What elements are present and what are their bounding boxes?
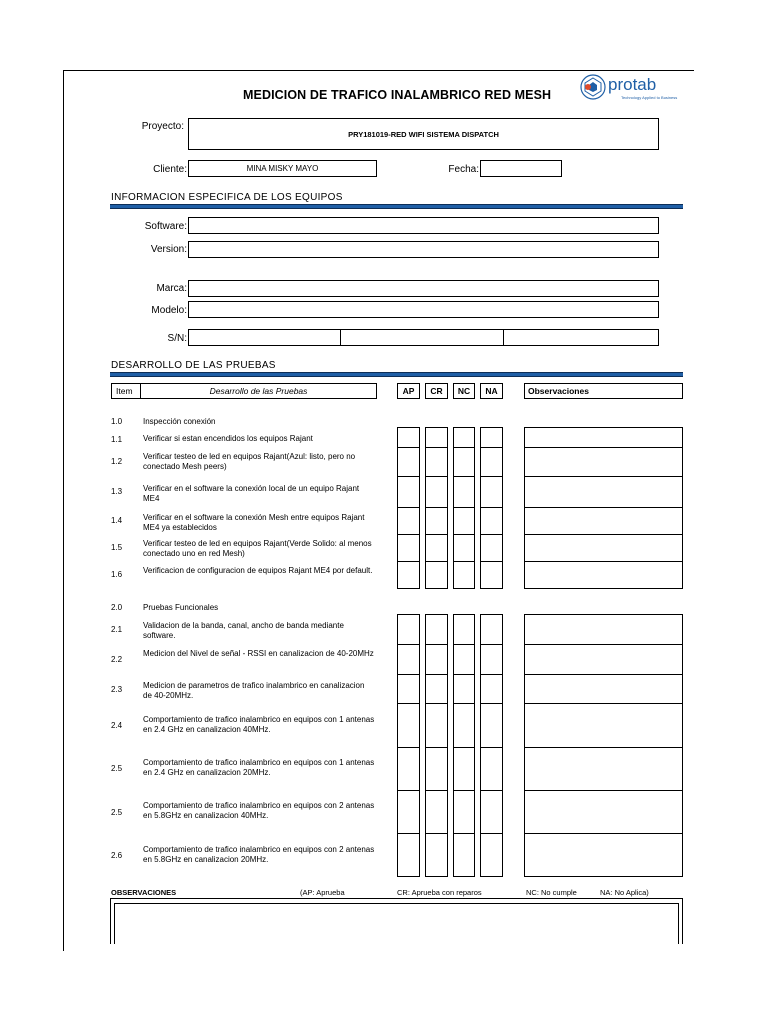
group1-row1-nc-cell[interactable] — [453, 427, 475, 448]
group2-row7-na-cell[interactable] — [480, 833, 503, 877]
group2-row1-obs-cell[interactable] — [524, 614, 683, 645]
group1-row6-ap-cell[interactable] — [397, 561, 420, 589]
row-1-3-desc: Verificar en el software la conexión local de un equipo Rajant ME4 — [143, 484, 360, 503]
group2-row3-ap-cell[interactable] — [397, 674, 420, 704]
equipment-section-bar — [110, 204, 683, 209]
group2-row1-nc-cell[interactable] — [453, 614, 475, 645]
legend-ap: (AP: Aprueba — [300, 888, 345, 897]
group2-row2-ap-cell[interactable] — [397, 644, 420, 675]
group1-row2-cr-cell[interactable] — [425, 447, 448, 477]
header-cr: CR — [425, 383, 448, 399]
group2-row1-ap-cell[interactable] — [397, 614, 420, 645]
group2-row2-nc-cell[interactable] — [453, 644, 475, 675]
group1-row4-obs-cell[interactable] — [524, 507, 683, 535]
group2-row5-na-cell[interactable] — [480, 747, 503, 791]
row-1-2-number: 1.2 — [111, 457, 123, 466]
group1-row3-ap-cell[interactable] — [397, 476, 420, 508]
group2-row2-cr-cell[interactable] — [425, 644, 448, 675]
group1-row3-na-cell[interactable] — [480, 476, 503, 508]
header-observaciones: Observaciones — [524, 383, 683, 399]
group2-row6-cr-cell[interactable] — [425, 790, 448, 834]
group1-row1-ap-cell[interactable] — [397, 427, 420, 448]
group2-row4-nc-cell[interactable] — [453, 703, 475, 748]
equipment-section-title: INFORMACION ESPECIFICA DE LOS EQUIPOS — [111, 192, 343, 203]
row-1-3-number: 1.3 — [111, 487, 123, 496]
group1-row2-na-cell[interactable] — [480, 447, 503, 477]
group2-row3-cr-cell[interactable] — [425, 674, 448, 704]
row-2-2-desc: Medicion del Nivel de señal - RSSI en canalizacion de 40-20MHz — [143, 649, 374, 658]
row-1-2-desc: Verificar testeo de led en equipos Rajant(Azul: listo, pero no conectado Mesh peers) — [143, 452, 356, 471]
group1-row4-na-cell[interactable] — [480, 507, 503, 535]
group2-row2-obs-cell[interactable] — [524, 644, 683, 675]
row-2-6-desc: Comportamiento de trafico inalambrico en equipos con 2 antenas en 5.8GHz en canalizacion 20MHz. — [143, 845, 375, 864]
group2-row5-cr-cell[interactable] — [425, 747, 448, 791]
group2-row5-ap-cell[interactable] — [397, 747, 420, 791]
group1-row3-cr-cell[interactable] — [425, 476, 448, 508]
group2-row7-cr-cell[interactable] — [425, 833, 448, 877]
group2-title: Pruebas Funcionales — [143, 603, 219, 612]
marca-label: Marca: — [156, 283, 187, 294]
group2-row6-obs-cell[interactable] — [524, 790, 683, 834]
header-nc: NC — [453, 383, 475, 399]
group2-row7-nc-cell[interactable] — [453, 833, 475, 877]
header-desarrollo: Desarrollo de las Pruebas — [140, 383, 377, 399]
group2-row2-na-cell[interactable] — [480, 644, 503, 675]
row-1-1-desc: Verificar si estan encendidos los equipos Rajant — [143, 434, 313, 443]
logo-tagline: Technology Applied to Business — [621, 95, 678, 100]
cliente-field[interactable]: MINA MISKY MAYO — [188, 160, 377, 177]
group2-row7-ap-cell[interactable] — [397, 833, 420, 877]
group2-row4-cr-cell[interactable] — [425, 703, 448, 748]
row-2-3-number: 2.3 — [111, 685, 123, 694]
group1-row6-obs-cell[interactable] — [524, 561, 683, 589]
group2-number: 2.0 — [111, 603, 123, 612]
group1-row6-nc-cell[interactable] — [453, 561, 475, 589]
header-item: Item — [111, 383, 141, 399]
row-2-1-desc: Validacion de la banda, canal, ancho de banda mediante software. — [143, 621, 344, 640]
row-1-6-desc: Verificacion de configuracion de equipos Rajant ME4 por default. — [143, 566, 373, 575]
logo-wordmark: protab — [608, 75, 657, 94]
row-2-5b-number: 2.5 — [111, 808, 123, 817]
group1-row2-ap-cell[interactable] — [397, 447, 420, 477]
group1-row1-cr-cell[interactable] — [425, 427, 448, 448]
group1-row2-nc-cell[interactable] — [453, 447, 475, 477]
group1-row1-na-cell[interactable] — [480, 427, 503, 448]
proyecto-label: Proyecto: — [141, 121, 184, 132]
protab-logo — [575, 70, 687, 104]
group1-row4-cr-cell[interactable] — [425, 507, 448, 535]
group1-row6-na-cell[interactable] — [480, 561, 503, 589]
modelo-field[interactable] — [188, 301, 659, 318]
fecha-label: Fecha: — [448, 164, 479, 175]
group2-row7-obs-cell[interactable] — [524, 833, 683, 877]
sn-label: S/N: — [167, 333, 187, 344]
group1-row4-nc-cell[interactable] — [453, 507, 475, 535]
tests-section-bar — [110, 372, 683, 377]
group2-row3-na-cell[interactable] — [480, 674, 503, 704]
row-1-4-desc: Verificar en el software la conexión Mesh entre equipos Rajant ME4 ya establecidos — [143, 513, 365, 532]
marca-field[interactable] — [188, 280, 659, 297]
row-2-4-number: 2.4 — [111, 721, 123, 730]
group1-row3-nc-cell[interactable] — [453, 476, 475, 508]
group2-row5-obs-cell[interactable] — [524, 747, 683, 791]
group1-row5-cr-cell[interactable] — [425, 534, 448, 562]
row-2-6-number: 2.6 — [111, 851, 123, 860]
group2-row3-nc-cell[interactable] — [453, 674, 475, 704]
group2-row6-na-cell[interactable] — [480, 790, 503, 834]
row-2-5b-desc: Comportamiento de trafico inalambrico en equipos con 2 antenas en 5.8GHz en canalizacion 40MHz. — [143, 801, 375, 820]
row-1-5-number: 1.5 — [111, 543, 123, 552]
row-2-3-desc: Medicion de parametros de trafico inalambrico en canalizacion de 40-20MHz. — [143, 681, 365, 700]
row-1-1-number: 1.1 — [111, 435, 123, 444]
cliente-label: Cliente: — [153, 164, 187, 175]
legend-cr: CR: Aprueba con reparos — [397, 888, 482, 897]
group2-row6-ap-cell[interactable] — [397, 790, 420, 834]
group2-row5-nc-cell[interactable] — [453, 747, 475, 791]
row-2-4-desc: Comportamiento de trafico inalambrico en equipos con 1 antenas en 2.4 GHz en canalizacion 40MHz. — [143, 715, 375, 734]
group1-row6-cr-cell[interactable] — [425, 561, 448, 589]
row-1-5-desc: Verificar testeo de led en equipos Rajant(Verde Solido: al menos conectado uno en red Mesh) — [143, 539, 372, 558]
row-2-5-number: 2.5 — [111, 764, 123, 773]
group1-row5-na-cell[interactable] — [480, 534, 503, 562]
group2-row4-na-cell[interactable] — [480, 703, 503, 748]
modelo-label: Modelo: — [151, 305, 187, 316]
group2-row4-obs-cell[interactable] — [524, 703, 683, 748]
software-label: Software: — [144, 221, 187, 232]
group1-row2-obs-cell[interactable] — [524, 447, 683, 477]
sn-field-3[interactable] — [503, 329, 659, 346]
legend-na: NA: No Aplica) — [600, 888, 649, 897]
group1-row5-nc-cell[interactable] — [453, 534, 475, 562]
group1-row5-ap-cell[interactable] — [397, 534, 420, 562]
observaciones-label: OBSERVACIONES — [111, 888, 177, 897]
group2-row1-cr-cell[interactable] — [425, 614, 448, 645]
version-label: Version: — [150, 244, 187, 255]
observaciones-box[interactable] — [110, 898, 683, 944]
group2-row6-nc-cell[interactable] — [453, 790, 475, 834]
group2-row4-ap-cell[interactable] — [397, 703, 420, 748]
row-2-1-number: 2.1 — [111, 625, 123, 634]
sn-field-2[interactable] — [340, 329, 504, 346]
row-1-6-number: 1.6 — [111, 570, 123, 579]
row-2-2-number: 2.2 — [111, 655, 123, 664]
group2-row1-na-cell[interactable] — [480, 614, 503, 645]
row-1-4-number: 1.4 — [111, 516, 123, 525]
group1-title: Inspección conexión — [143, 417, 216, 426]
fecha-field[interactable] — [480, 160, 562, 177]
version-field[interactable] — [188, 241, 659, 258]
tests-section-title: DESARROLLO DE LAS PRUEBAS — [111, 360, 276, 371]
group1-row4-ap-cell[interactable] — [397, 507, 420, 535]
group1-row1-obs-cell[interactable] — [524, 427, 683, 448]
group1-number: 1.0 — [111, 417, 123, 426]
legend-nc: NC: No cumple — [526, 888, 577, 897]
page-title: MEDICION DE TRAFICO INALAMBRICO RED MESH — [243, 88, 552, 102]
group1-row3-obs-cell[interactable] — [524, 476, 683, 508]
software-field[interactable] — [188, 217, 659, 234]
header-na: NA — [480, 383, 503, 399]
header-ap: AP — [397, 383, 420, 399]
proyecto-field[interactable]: PRY181019-RED WIFI SISTEMA DISPATCH — [188, 118, 659, 150]
group1-row5-obs-cell[interactable] — [524, 534, 683, 562]
sn-field-1[interactable] — [188, 329, 341, 346]
row-2-5-desc: Comportamiento de trafico inalambrico en equipos con 1 antenas en 2.4 GHz en canalizacion 20MHz. — [143, 758, 375, 777]
group2-row3-obs-cell[interactable] — [524, 674, 683, 704]
